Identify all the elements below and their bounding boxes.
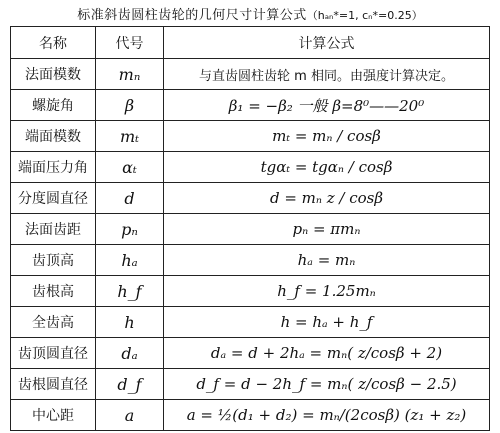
table-row [11,245,490,276]
row-symbol: h [96,307,164,338]
row-formula: d = mₙ z / cosβ [164,183,490,214]
table-row [11,276,490,307]
table-title [0,4,500,23]
row-name: 端面模数 [11,121,96,152]
row-symbol: d [96,183,164,214]
table-row [11,152,490,183]
row-name: 螺旋角 [11,90,96,121]
row-name: 齿顶高 [11,245,96,276]
table-row [11,59,490,90]
table-row [11,121,490,152]
row-formula: tgαₜ = tgαₙ / cosβ [164,152,490,183]
row-symbol: αₜ [96,152,164,183]
table-row [11,400,490,431]
row-name: 端面压力角 [11,152,96,183]
row-symbol: mₜ [96,121,164,152]
row-name: 分度圆直径 [11,183,96,214]
row-name: 全齿高 [11,307,96,338]
title-params: （hₐₙ*=1, cₙ*=0.25） [306,9,423,22]
row-formula: hₐ = mₙ [164,245,490,276]
row-formula: dₐ = d + 2hₐ = mₙ( z/cosβ + 2) [164,338,490,369]
row-name: 法面齿距 [11,214,96,245]
row-symbol: h_f [96,276,164,307]
header-formula: 计算公式 [164,27,490,59]
row-formula: pₙ = πmₙ [164,214,490,245]
row-symbol: pₙ [96,214,164,245]
table-row [11,214,490,245]
row-formula: mₜ = mₙ / cosβ [164,121,490,152]
row-formula: d_f = d − 2h_f = mₙ( z/cosβ − 2.5) [164,369,490,400]
table-row [11,369,490,400]
table-row [11,307,490,338]
row-symbol: d_f [96,369,164,400]
row-name: 齿根圆直径 [11,369,96,400]
row-formula: h = hₐ + h_f [164,307,490,338]
row-symbol: β [96,90,164,121]
table-row [11,90,490,121]
row-formula: β₁ = −β₂ 一般 β=8⁰——20⁰ [164,90,490,121]
row-formula: 与直齿圆柱齿轮 m 相同。由强度计算决定。 [164,59,490,90]
row-symbol: mₙ [96,59,164,90]
header-symbol: 代号 [96,27,164,59]
row-name: 齿根高 [11,276,96,307]
row-name: 中心距 [11,400,96,431]
row-symbol: a [96,400,164,431]
header-name: 名称 [11,27,96,59]
row-name: 法面模数 [11,59,96,90]
title-text: 标准斜齿圆柱齿轮的几何尺寸计算公式 [77,8,307,23]
row-symbol: hₐ [96,245,164,276]
row-name: 齿顶圆直径 [11,338,96,369]
table-row [11,338,490,369]
table-row [11,183,490,214]
row-symbol: dₐ [96,338,164,369]
formula-table [10,26,490,431]
row-formula: h_f = 1.25mₙ [164,276,490,307]
row-formula: a = ½(d₁ + d₂) = mₙ/(2cosβ) (z₁ + z₂) [164,400,490,431]
header-row [11,27,490,59]
